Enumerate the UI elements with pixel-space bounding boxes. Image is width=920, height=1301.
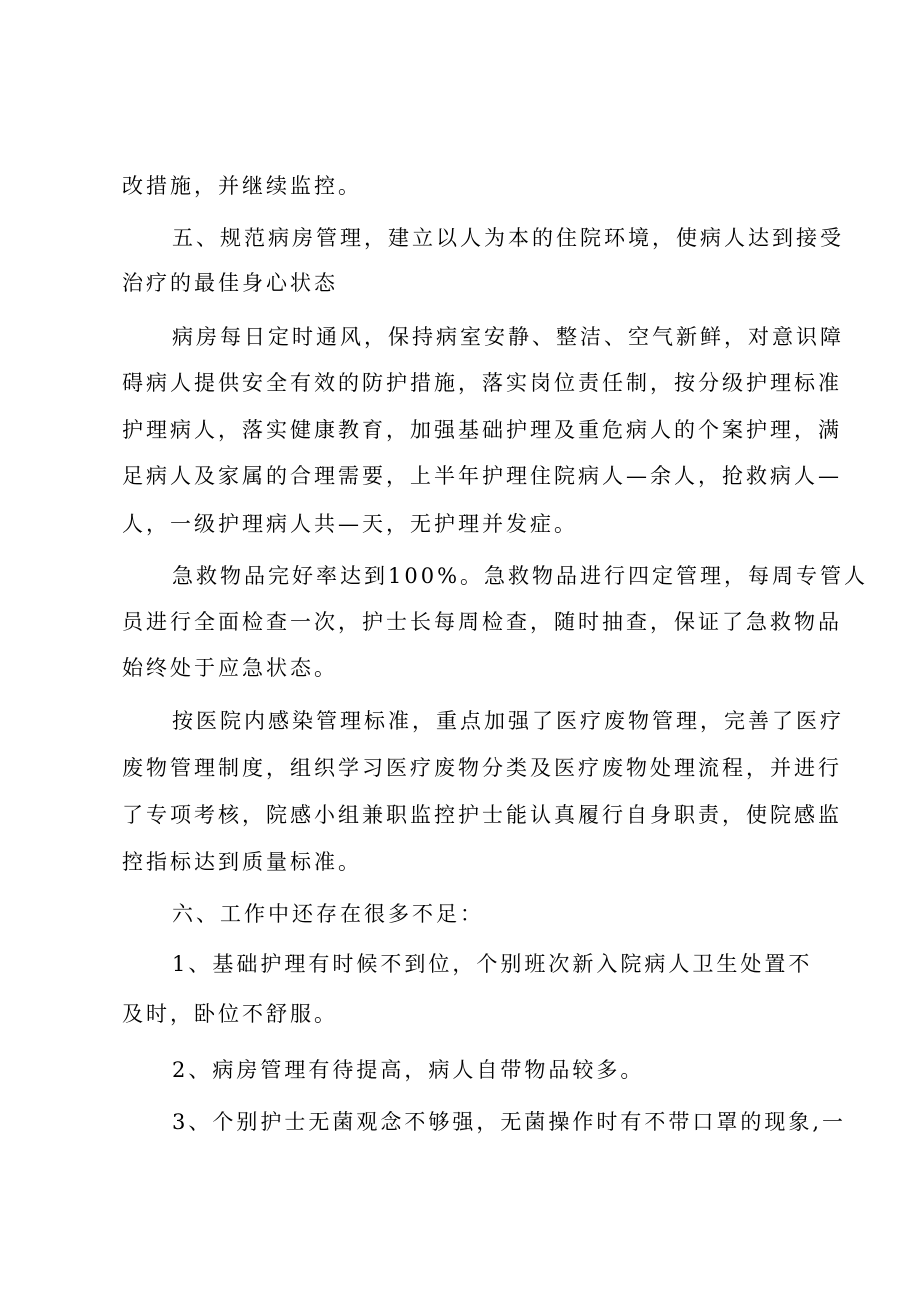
section-heading: 五、规范病房管理，建立以人为本的住院环境，使病人达到接受 <box>172 226 844 250</box>
list-item-cont: 及时，卧位不舒服。 <box>122 1002 338 1026</box>
text-line: 按医院内感染管理标准，重点加强了医疗废物管理，完善了医疗 <box>172 709 844 733</box>
text-line: 始终处于应急状态。 <box>122 656 338 680</box>
text-line: 员进行全面检查一次，护士长每周检查，随时抽查，保证了急救物品 <box>122 610 842 634</box>
text-line: 改措施，并继续监控。 <box>122 174 362 198</box>
text-line: 碍病人提供安全有效的防护措施，落实岗位责任制，按分级护理标准 <box>122 371 842 395</box>
list-item: 1、基础护理有时候不到位，个别班次新入院病人卫生处置不 <box>172 952 813 976</box>
list-item: 3、个别护士无菌观念不够强，无菌操作时有不带口罩的现象,一 <box>172 1110 847 1134</box>
text-line: 废物管理制度，组织学习医疗废物分类及医疗废物处理流程，并进行 <box>122 756 842 780</box>
text-line: 急救物品完好率达到100%。急救物品进行四定管理，每周专管人 <box>172 564 869 588</box>
text-line: 病房每日定时通风，保持病室安静、整洁、空气新鲜，对意识障 <box>172 325 844 349</box>
list-item: 2、病房管理有待提高，病人自带物品较多。 <box>172 1058 645 1082</box>
section-heading: 六、工作中还存在很多不足： <box>172 902 484 926</box>
text-line: 足病人及家属的合理需要，上半年护理住院病人—余人，抢救病人— <box>122 464 842 488</box>
section-heading-cont: 治疗的最佳身心状态 <box>122 271 338 295</box>
text-line: 了专项考核，院感小组兼职监控护士能认真履行自身职责，使院感监 <box>122 803 842 827</box>
text-line: 控指标达到质量标准。 <box>122 850 362 874</box>
text-line: 人，一级护理病人共—天，无护理并发症。 <box>122 512 578 536</box>
text-line: 护理病人，落实健康教育，加强基础护理及重危病人的个案护理，满 <box>122 418 842 442</box>
